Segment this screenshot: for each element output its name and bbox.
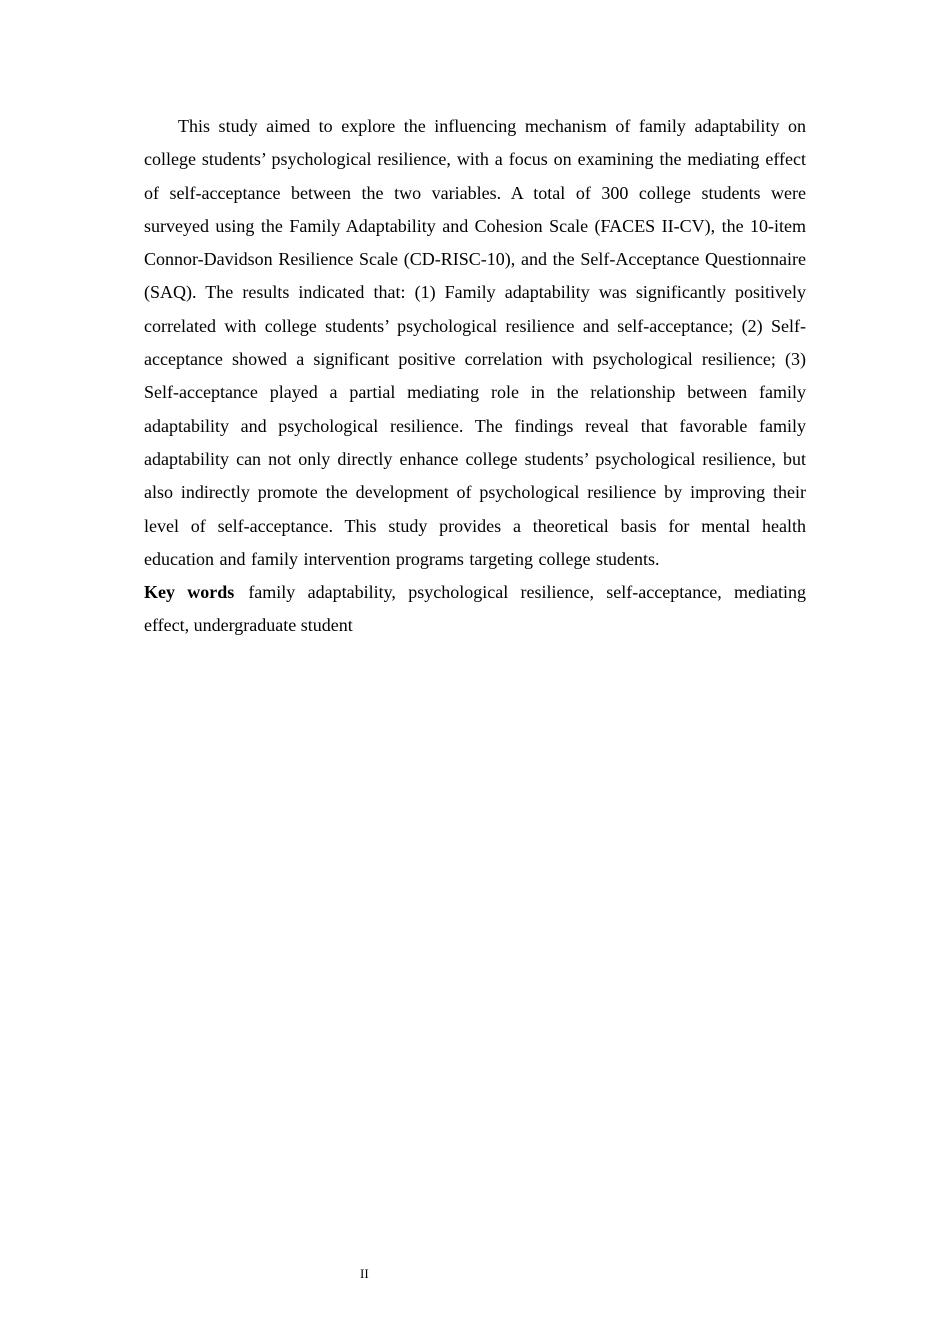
abstract-paragraph: This study aimed to explore the influencing mechanism of family adaptability on college students’ psychological resilience, with a focus on examining the mediating effect of self-acceptance between the two variables. A total of 300 college students were surveyed using the Family Adaptability and Cohesion Scale (FACES II-CV), the 10-item Connor-Davidson Resilience Scale (CD-RISC-10), and the Self-Acceptance Questionnaire (SAQ). The results indicated that: (1) Family adaptability was significantly positively correlated with college students’ psychological resilience and self-acceptance; (2) Self-acceptance showed a significant positive correlation with psychological resilience; (3) Self-acceptance played a partial mediating role in the relationship between family adaptability and psychological resilience. The findings reveal that favorable family adaptability can not only directly enhance college students’ psychological resilience, but also indirectly promote the development of psychological resilience by improving their level of self-acceptance. This study provides a theoretical basis for mental health education and family intervention programs targeting college students. [144,116,806,569]
keywords-line [144,576,806,643]
keywords-label: Key words [144,582,235,603]
abstract-section [144,110,806,643]
page-number: II [360,1266,369,1281]
keywords-text: family adaptability, psychological resilience, self-acceptance, mediating effect, undergraduate student [144,582,806,636]
